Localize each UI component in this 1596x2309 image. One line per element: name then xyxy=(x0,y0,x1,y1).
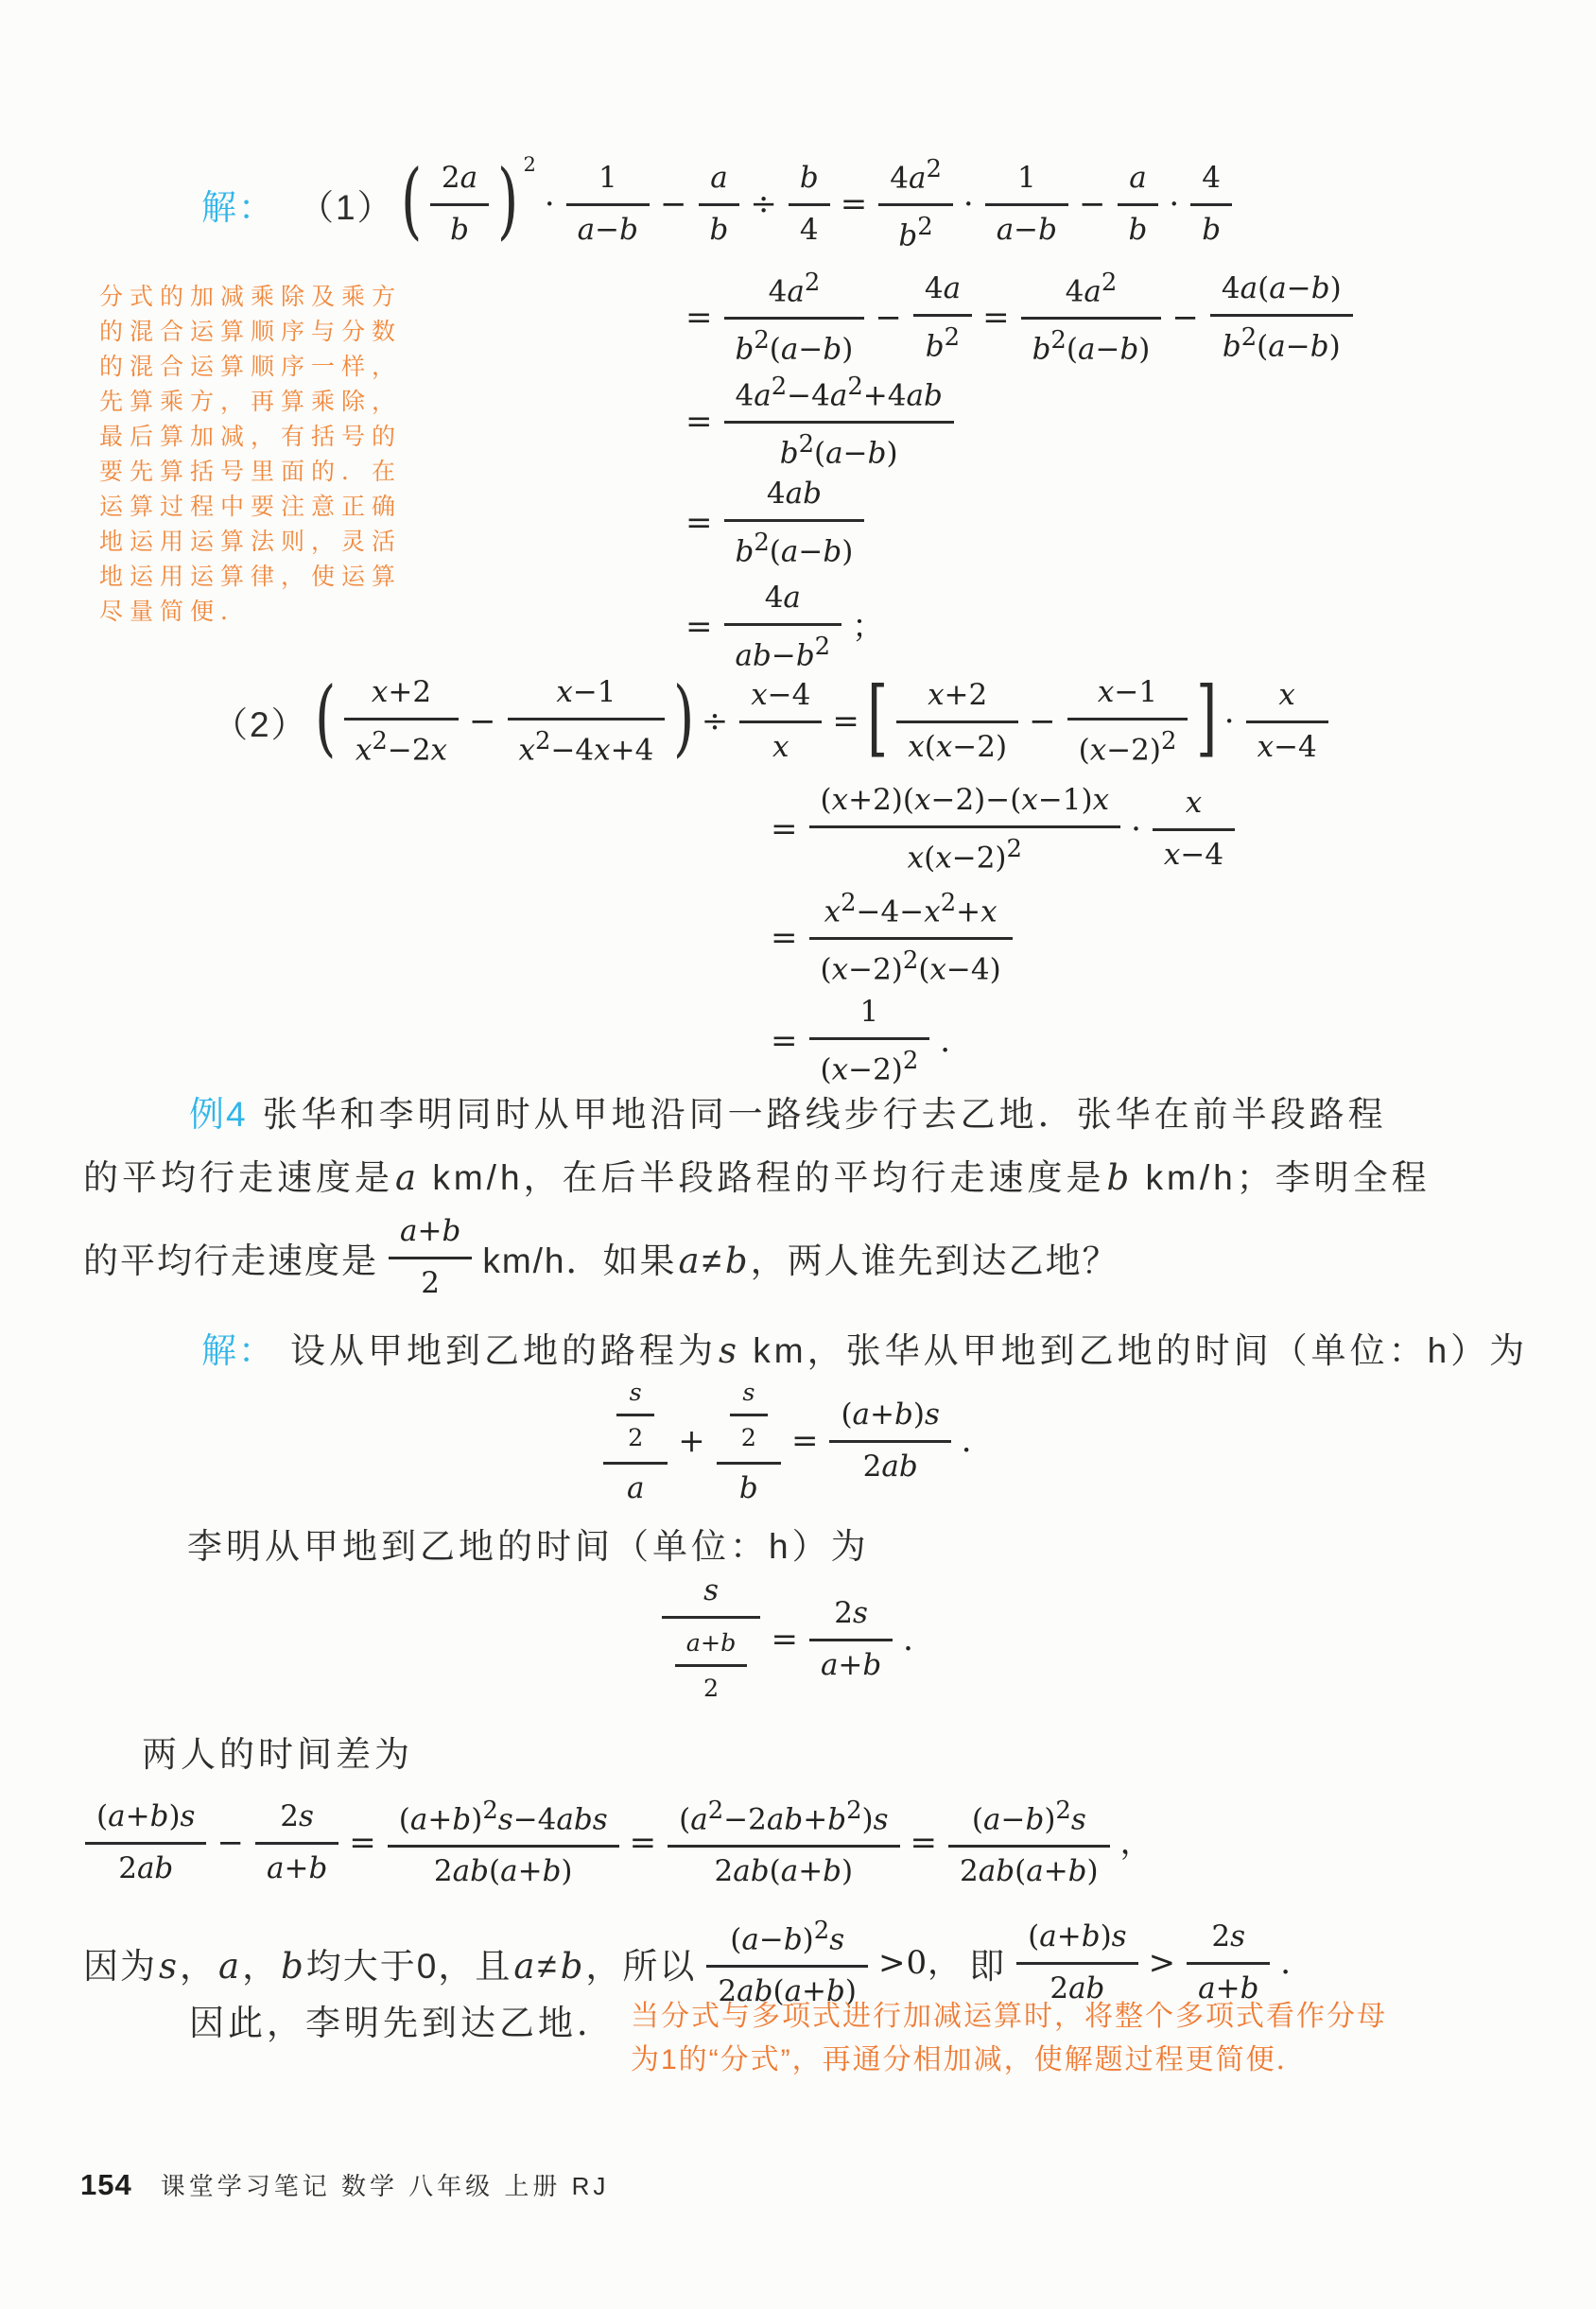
note-line: 要先算括号里面的．在 xyxy=(99,459,403,485)
note-line: 地运用运算律，使运算 xyxy=(99,564,403,590)
solution4-eq2 xyxy=(0,1571,1596,1708)
example4-label: 例4 xyxy=(189,1095,248,1134)
solution2-line2 xyxy=(771,781,1237,878)
fraction: $\frac{a+b}{2}$ xyxy=(675,1626,748,1705)
fraction: $\frac{(a+b)s}{2ab}$ xyxy=(1016,1918,1137,2008)
solution4-line1: 设从甲地到乙地的路程为s km，张华从甲地到乙地的时间（单位：h）为 xyxy=(290,1330,1529,1371)
math-token: 因为s，a，b均大于0，且a≠b，所以 xyxy=(83,1946,697,1988)
fraction: $\frac{1}{a-b}$ xyxy=(985,159,1068,250)
fraction: $\frac{\frac{s}{2}}{b}$ xyxy=(717,1373,781,1509)
fraction: $\frac{a+b}{2}$ xyxy=(389,1212,472,1303)
solution2-line3 xyxy=(771,887,1015,990)
fraction: $\frac{x-1}{(x-2)^2}$ xyxy=(1067,673,1188,771)
fraction: $\frac{4a^2}{b^2}$ xyxy=(878,153,953,256)
bottom-annotation xyxy=(631,1995,1387,2082)
note-line: 当分式与多项式进行加减运算时，将整个多项式看作分母 xyxy=(631,2001,1387,2032)
example4-line3 xyxy=(83,1212,1119,1303)
solution4-line1-row xyxy=(201,1322,1528,1378)
big-delimiter: ÷ xyxy=(701,702,730,740)
big-delimiter: ] xyxy=(1196,668,1218,767)
fraction: $\frac{4a^2}{b^2(a-b)}$ xyxy=(724,267,865,370)
solution4-line2: 李明从甲地到乙地的时间（单位：h）为 xyxy=(187,1527,870,1566)
big-delimiter: ． xyxy=(903,1620,937,1658)
big-delimiter: ( xyxy=(314,668,336,767)
big-delimiter: − xyxy=(1171,298,1200,337)
fraction: $\frac{4a^2}{b^2(a-b)}$ xyxy=(1021,267,1162,370)
fraction: $\frac{x+2}{x^2-2x}$ xyxy=(344,673,459,771)
big-delimiter: ． xyxy=(940,1021,974,1060)
fraction: $\frac{s}{2}$ xyxy=(730,1376,768,1454)
big-delimiter: = xyxy=(685,503,714,542)
big-delimiter: ÷ xyxy=(750,184,778,223)
note-line: 运算过程中要注意正确 xyxy=(99,494,403,520)
fraction: $\frac{b}{4}$ xyxy=(789,159,830,250)
conclusion-row xyxy=(189,1997,1387,2082)
solution2-line4 xyxy=(771,993,973,1090)
solution1-label: 解： xyxy=(201,188,275,228)
fraction: $\frac{2s}{a+b}$ xyxy=(1187,1918,1270,2008)
big-delimiter: · xyxy=(1169,184,1181,223)
solution1-line5 xyxy=(685,579,885,676)
fraction: $\frac{x}{x-4}$ xyxy=(1153,784,1235,875)
solution1-line4 xyxy=(685,475,866,572)
big-delimiter: = xyxy=(982,298,1011,337)
big-delimiter: − xyxy=(1079,184,1107,223)
solution1-line2 xyxy=(685,267,1355,370)
solution4-label: 解： xyxy=(201,1331,275,1370)
fraction: $\frac{x+2}{x(x-2)}$ xyxy=(896,676,1018,767)
big-delimiter: = xyxy=(832,702,860,740)
fraction: $\frac{4a}{ab-b^2}$ xyxy=(724,579,842,676)
big-delimiter: − xyxy=(660,184,688,223)
fraction: $\frac{4}{b}$ xyxy=(1190,159,1232,250)
fraction: $\frac{\frac{s}{2}}{a}$ xyxy=(603,1373,668,1509)
solution4-line3: 两人的时间差为 xyxy=(142,1735,413,1774)
page-footer xyxy=(80,2167,609,2202)
big-delimiter: ． xyxy=(961,1421,995,1460)
big-delimiter: ) xyxy=(673,668,695,767)
example4-line1: 张华和李明同时从甲地沿同一路线步行去乙地．张华在前半段路程 xyxy=(262,1095,1387,1134)
math-token: km/h．如果a≠b，两人谁先到达乙地？ xyxy=(482,1241,1119,1282)
big-delimiter: >0， xyxy=(878,1943,962,1982)
note-line: 的混合运算顺序一样， xyxy=(99,354,403,380)
fraction: $\frac{(a+b)^2s-4abs}{2ab(a+b)}$ xyxy=(388,1795,619,1892)
math-token: 的平均行走速度是 xyxy=(83,1241,378,1281)
solution2-line1 xyxy=(213,668,1330,771)
math-token: 即 xyxy=(969,1947,1007,1987)
big-delimiter: · xyxy=(1131,809,1142,848)
big-delimiter: = xyxy=(840,184,869,223)
big-delimiter: − xyxy=(1029,702,1057,740)
fraction: $\frac{(a+b)s}{2ab}$ xyxy=(829,1396,950,1486)
big-delimiter: ) xyxy=(497,151,519,250)
fraction: $\frac{s}{2}$ xyxy=(616,1376,654,1454)
example4-line1-row xyxy=(189,1085,1387,1141)
example4-line2: 的平均行走速度是a km/h，在后半段路程的平均行走速度是b km/h；李明全程 xyxy=(83,1157,1431,1198)
big-delimiter: · xyxy=(1223,702,1236,740)
big-delimiter: ， xyxy=(1119,1823,1154,1862)
big-delimiter: [ xyxy=(866,668,889,767)
fraction: $\frac{(a^2-2ab+b^2)s}{2ab(a+b)}$ xyxy=(668,1795,899,1892)
solution4-eq3 xyxy=(83,1795,1154,1892)
note-line: 的混合运算顺序与分数 xyxy=(99,319,403,345)
big-delimiter: · xyxy=(544,184,556,223)
big-delimiter: ． xyxy=(1280,1943,1314,1982)
big-delimiter: − xyxy=(469,702,497,740)
conclusion-text: 因此，李明先到达乙地． xyxy=(189,2004,616,2042)
big-delimiter: = xyxy=(771,1021,799,1060)
big-delimiter: − xyxy=(875,298,903,337)
fraction: $\frac{a}{b}$ xyxy=(699,159,740,250)
fraction: $\frac{2a}{b}$ xyxy=(430,159,489,250)
note-line: 地运用运算法则，灵活 xyxy=(99,529,403,555)
big-delimiter: = xyxy=(629,1823,658,1862)
big-delimiter: ( xyxy=(400,151,422,250)
fraction: $\frac{x^2-4-x^2+x}{(x-2)^2(x-4)}$ xyxy=(809,887,1013,990)
big-delimiter: = xyxy=(910,1823,939,1862)
fraction: $\frac{x}{x-4}$ xyxy=(1246,676,1328,767)
page-number: 154 xyxy=(80,2168,132,2201)
fraction: $\frac{x-4}{x}$ xyxy=(739,676,822,767)
big-delimiter: = xyxy=(771,809,799,848)
fraction: $\frac{x-1}{x^2-4x+4}$ xyxy=(508,673,666,771)
big-delimiter: = xyxy=(685,607,714,646)
fraction: $\frac{4a}{b^2}$ xyxy=(913,269,972,367)
big-delimiter: = xyxy=(790,1421,820,1460)
big-delimiter: = xyxy=(349,1823,377,1862)
big-delimiter: = xyxy=(771,918,799,957)
solution1-line1 xyxy=(201,153,1234,256)
note-line: 先算乘方，再算乘除， xyxy=(99,389,403,415)
fraction: $\frac{(a+b)s}{2ab}$ xyxy=(85,1797,206,1888)
math-token: （2） xyxy=(213,705,308,745)
fraction: $\frac{1}{a-b}$ xyxy=(566,159,650,250)
solution1-line3 xyxy=(685,371,956,474)
fraction: $\frac{2s}{a+b}$ xyxy=(809,1594,893,1685)
fraction: $\frac{1}{(x-2)^2}$ xyxy=(809,993,930,1090)
fraction: $\frac{(a-b)^2s}{2ab(a+b)}$ xyxy=(948,1795,1110,1892)
note-line: 分式的加减乘除及乘方 xyxy=(99,284,403,310)
footer-text: 课堂学习笔记 数学 八年级 上册 RJ xyxy=(160,2172,610,2200)
big-delimiter: · xyxy=(963,184,975,223)
note-line: 最后算加减，有括号的 xyxy=(99,424,403,450)
big-delimiter: ； xyxy=(852,607,886,646)
fraction: $\frac{4a^2-4a^2+4ab}{b^2(a-b)}$ xyxy=(724,371,954,474)
math-token: （1） xyxy=(299,188,394,228)
big-delimiter: = xyxy=(771,1620,799,1658)
big-delimiter: + xyxy=(678,1421,706,1460)
note-line: 尽量简便． xyxy=(99,599,252,625)
fraction: $\frac{s}{\frac{a+b}{2}}$ xyxy=(662,1571,761,1708)
big-delimiter: = xyxy=(685,298,714,337)
fraction: $\frac{4ab}{b^2(a-b)}$ xyxy=(724,475,865,572)
fraction: $\frac{4a(a-b)}{b^2(a-b)}$ xyxy=(1210,269,1353,367)
fraction: $\frac{2s}{a+b}$ xyxy=(255,1797,338,1888)
big-delimiter: > xyxy=(1148,1943,1177,1982)
note-line: 为1的“分式”，再通分相加减，使解题过程更简便． xyxy=(631,2044,1307,2075)
fraction: $\frac{(x+2)(x-2)-(x-1)x}{x(x-2)^2}$ xyxy=(809,781,1121,878)
math-token: 2 xyxy=(523,153,536,176)
solution4-eq1 xyxy=(0,1373,1596,1509)
margin-annotation xyxy=(99,280,402,630)
big-delimiter: = xyxy=(685,402,714,441)
big-delimiter: − xyxy=(217,1823,245,1862)
fraction: $\frac{a}{b}$ xyxy=(1118,159,1159,250)
fraction: $\frac{(a-b)^2s}{2ab(a+b)}$ xyxy=(706,1915,868,2012)
